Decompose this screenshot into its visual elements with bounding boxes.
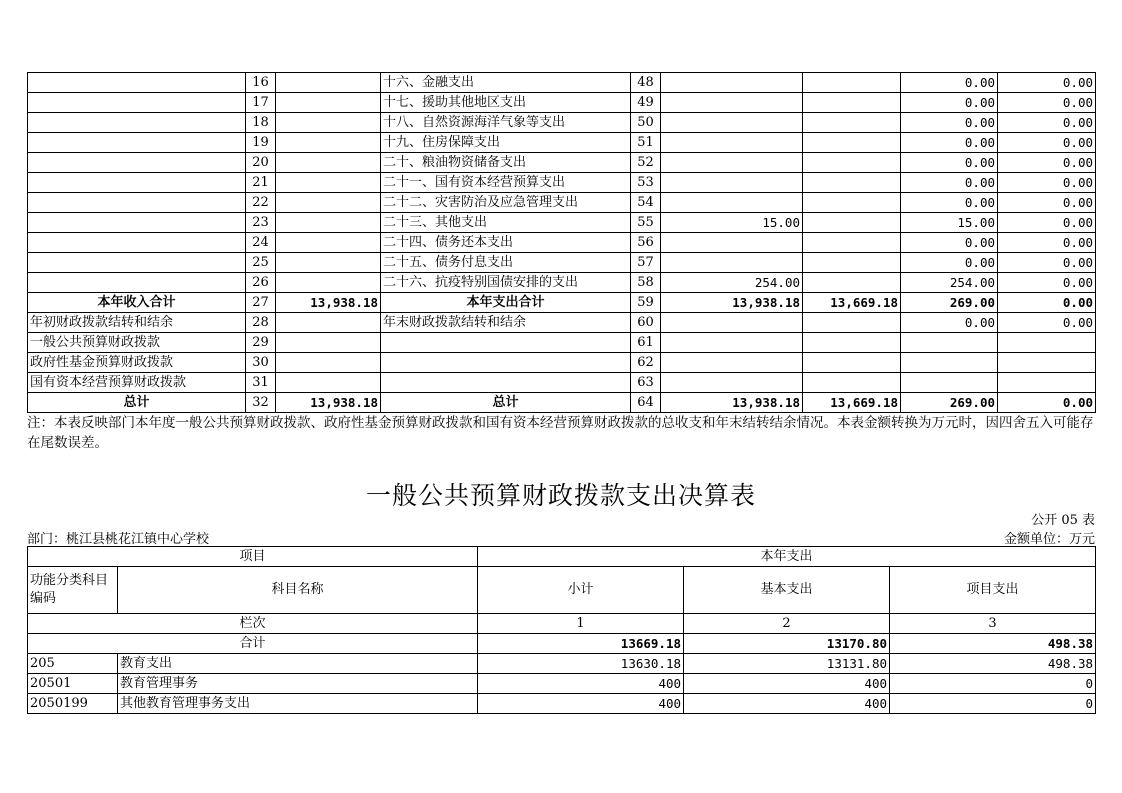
expense-project bbox=[901, 373, 998, 393]
header-row bbox=[28, 547, 1096, 567]
income-expense-table bbox=[27, 72, 1096, 413]
expense-project: 269.00 bbox=[901, 393, 998, 413]
column-index-row bbox=[28, 614, 1096, 634]
table-row bbox=[28, 113, 1096, 133]
expense-total: 15.00 bbox=[661, 213, 803, 233]
income-item-name: 年初财政拨款结转和结余 bbox=[28, 313, 246, 333]
income-row-number: 25 bbox=[246, 253, 276, 273]
expense-project: 0.00 bbox=[901, 93, 998, 113]
income-item-name: 国有资本经营预算财政拨款 bbox=[28, 373, 246, 393]
grand-total-row bbox=[28, 393, 1096, 413]
expense-row-number: 61 bbox=[631, 333, 661, 353]
expense-total-label: 本年支出合计 bbox=[381, 293, 631, 313]
income-item-cell bbox=[28, 273, 246, 293]
expense-row-number: 64 bbox=[631, 393, 661, 413]
expense-item-name bbox=[381, 353, 631, 373]
expense-basic bbox=[803, 353, 901, 373]
income-item-cell bbox=[28, 93, 246, 113]
page-title: 一般公共预算财政拨款支出决算表 bbox=[365, 481, 756, 510]
income-amount-cell bbox=[276, 193, 381, 213]
income-row-number: 31 bbox=[246, 373, 276, 393]
income-row-number: 29 bbox=[246, 333, 276, 353]
income-item-cell bbox=[28, 73, 246, 93]
income-row-number: 22 bbox=[246, 193, 276, 213]
project-value: 498.38 bbox=[890, 654, 1096, 674]
income-item-name: 一般公共预算财政拨款 bbox=[28, 333, 246, 353]
income-item-cell bbox=[28, 153, 246, 173]
expense-project: 0.00 bbox=[901, 313, 998, 333]
income-item-cell bbox=[28, 133, 246, 153]
expense-total-label: 总计 bbox=[381, 393, 631, 413]
expense-gov-fund: 0.00 bbox=[998, 273, 1096, 293]
income-amount-cell bbox=[276, 133, 381, 153]
table-row bbox=[28, 273, 1096, 293]
income-item-cell bbox=[28, 173, 246, 193]
expense-basic bbox=[803, 233, 901, 253]
expense-total: 13,938.18 bbox=[661, 293, 803, 313]
expense-item-name: 二十三、其他支出 bbox=[381, 213, 631, 233]
expense-gov-fund: 0.00 bbox=[998, 193, 1096, 213]
expense-row-number: 63 bbox=[631, 373, 661, 393]
income-row-number: 28 bbox=[246, 313, 276, 333]
expense-row-number: 50 bbox=[631, 113, 661, 133]
expense-row-number: 60 bbox=[631, 313, 661, 333]
expense-project bbox=[901, 353, 998, 373]
expense-row-number: 59 bbox=[631, 293, 661, 313]
expense-total bbox=[661, 353, 803, 373]
header-item: 项目 bbox=[28, 547, 478, 567]
income-amount-cell bbox=[276, 213, 381, 233]
header-row bbox=[28, 567, 1096, 614]
table-note: 注：本表反映部门本年度一般公共预算财政拨款、政府性基金预算财政拨款和国有资本经营预算财政拨款的总收支和年末结转结余情况。本表金额转换为万元时，因四舍五入可能存在尾数误差。 bbox=[27, 415, 1094, 451]
expense-total bbox=[661, 153, 803, 173]
income-amount-cell bbox=[276, 93, 381, 113]
total-basic: 13170.80 bbox=[684, 634, 890, 654]
expense-item-name: 十九、住房保障支出 bbox=[381, 133, 631, 153]
subject-name: 其他教育管理事务支出 bbox=[118, 694, 478, 714]
expense-total: 13,938.18 bbox=[661, 393, 803, 413]
income-amount-cell bbox=[276, 333, 381, 353]
basic-value: 13131.80 bbox=[684, 654, 890, 674]
expense-basic bbox=[803, 193, 901, 213]
expense-row-number: 48 bbox=[631, 73, 661, 93]
expense-total bbox=[661, 173, 803, 193]
expense-project bbox=[901, 333, 998, 353]
expense-basic bbox=[803, 73, 901, 93]
function-code: 20501 bbox=[28, 674, 118, 694]
expense-row-number: 52 bbox=[631, 153, 661, 173]
basic-value: 400 bbox=[684, 674, 890, 694]
income-total-amount: 13,938.18 bbox=[276, 293, 381, 313]
general-budget-expenditure-table bbox=[27, 546, 1096, 714]
header-name: 科目名称 bbox=[118, 567, 478, 614]
project-value: 0 bbox=[890, 694, 1096, 714]
income-amount-cell bbox=[276, 253, 381, 273]
expense-total bbox=[661, 333, 803, 353]
income-item-cell bbox=[28, 253, 246, 273]
subtotal-value: 13630.18 bbox=[478, 654, 684, 674]
expense-basic bbox=[803, 333, 901, 353]
expense-total bbox=[661, 93, 803, 113]
expense-item-name: 二十一、国有资本经营预算支出 bbox=[381, 173, 631, 193]
expense-row-number: 58 bbox=[631, 273, 661, 293]
expense-total bbox=[661, 73, 803, 93]
form-number: 公开 05 表 bbox=[1031, 513, 1095, 528]
expense-total bbox=[661, 313, 803, 333]
expense-basic bbox=[803, 313, 901, 333]
expense-gov-fund: 0.00 bbox=[998, 233, 1096, 253]
expense-row-number: 56 bbox=[631, 233, 661, 253]
header-code: 功能分类科目编码 bbox=[28, 567, 118, 614]
expense-basic bbox=[803, 173, 901, 193]
function-code: 205 bbox=[28, 654, 118, 674]
income-row-number: 19 bbox=[246, 133, 276, 153]
expense-project: 269.00 bbox=[901, 293, 998, 313]
expense-project: 15.00 bbox=[901, 213, 998, 233]
header-basic: 基本支出 bbox=[684, 567, 890, 614]
table-row bbox=[28, 233, 1096, 253]
expense-row-number: 53 bbox=[631, 173, 661, 193]
income-row-number: 21 bbox=[246, 173, 276, 193]
expense-basic bbox=[803, 113, 901, 133]
total-project: 498.38 bbox=[890, 634, 1096, 654]
income-amount-cell bbox=[276, 73, 381, 93]
income-row-number: 16 bbox=[246, 73, 276, 93]
expense-total bbox=[661, 373, 803, 393]
expense-project: 0.00 bbox=[901, 173, 998, 193]
expense-row-number: 51 bbox=[631, 133, 661, 153]
table-row bbox=[28, 654, 1096, 674]
income-row-number: 27 bbox=[246, 293, 276, 313]
income-row-number: 17 bbox=[246, 93, 276, 113]
expense-gov-fund bbox=[998, 353, 1096, 373]
subtotal-value: 400 bbox=[478, 694, 684, 714]
expense-basic bbox=[803, 253, 901, 273]
expense-gov-fund bbox=[998, 373, 1096, 393]
subject-name: 教育管理事务 bbox=[118, 674, 478, 694]
table-row bbox=[28, 694, 1096, 714]
expense-project: 0.00 bbox=[901, 153, 998, 173]
expense-item-name: 二十六、抗疫特别国债安排的支出 bbox=[381, 273, 631, 293]
expense-gov-fund: 0.00 bbox=[998, 213, 1096, 233]
expense-project: 0.00 bbox=[901, 253, 998, 273]
income-item-cell bbox=[28, 113, 246, 133]
income-item-cell bbox=[28, 213, 246, 233]
expense-gov-fund: 0.00 bbox=[998, 73, 1096, 93]
expense-row-number: 57 bbox=[631, 253, 661, 273]
expense-gov-fund: 0.00 bbox=[998, 253, 1096, 273]
income-amount-cell bbox=[276, 313, 381, 333]
expense-basic bbox=[803, 133, 901, 153]
income-amount-cell bbox=[276, 373, 381, 393]
expense-item-name: 二十、粮油物资储备支出 bbox=[381, 153, 631, 173]
table-row bbox=[28, 674, 1096, 694]
table-row bbox=[28, 173, 1096, 193]
table-row bbox=[28, 93, 1096, 113]
expense-total bbox=[661, 113, 803, 133]
table-row bbox=[28, 253, 1096, 273]
expense-basic bbox=[803, 373, 901, 393]
header-subtotal: 小计 bbox=[478, 567, 684, 614]
expense-item-name: 十七、援助其他地区支出 bbox=[381, 93, 631, 113]
function-code: 2050199 bbox=[28, 694, 118, 714]
expense-basic: 13,669.18 bbox=[803, 293, 901, 313]
expense-gov-fund: 0.00 bbox=[998, 393, 1096, 413]
expense-item-name: 十六、金融支出 bbox=[381, 73, 631, 93]
expense-basic bbox=[803, 153, 901, 173]
expense-total: 254.00 bbox=[661, 273, 803, 293]
expense-row-number: 54 bbox=[631, 193, 661, 213]
income-item-name: 政府性基金预算财政拨款 bbox=[28, 353, 246, 373]
expense-total bbox=[661, 253, 803, 273]
income-amount-cell bbox=[276, 353, 381, 373]
column-label: 栏次 bbox=[28, 614, 478, 634]
year-total-row bbox=[28, 293, 1096, 313]
expense-item-name: 年末财政拨款结转和结余 bbox=[381, 313, 631, 333]
header-year-expenditure: 本年支出 bbox=[478, 547, 1096, 567]
expense-basic bbox=[803, 213, 901, 233]
column-index-2: 2 bbox=[684, 614, 890, 634]
expense-row-number: 49 bbox=[631, 93, 661, 113]
total-row bbox=[28, 634, 1096, 654]
expense-item-name: 二十五、债务付息支出 bbox=[381, 253, 631, 273]
expense-basic bbox=[803, 93, 901, 113]
income-row-number: 23 bbox=[246, 213, 276, 233]
income-row-number: 24 bbox=[246, 233, 276, 253]
table-row bbox=[28, 73, 1096, 93]
table-row bbox=[28, 213, 1096, 233]
income-amount-cell bbox=[276, 173, 381, 193]
income-item-cell bbox=[28, 233, 246, 253]
expense-gov-fund: 0.00 bbox=[998, 133, 1096, 153]
basic-value: 400 bbox=[684, 694, 890, 714]
expense-total bbox=[661, 133, 803, 153]
total-subtotal: 13669.18 bbox=[478, 634, 684, 654]
carry-row bbox=[28, 373, 1096, 393]
income-total-label: 总计 bbox=[28, 393, 246, 413]
expense-gov-fund: 0.00 bbox=[998, 293, 1096, 313]
column-index-1: 1 bbox=[478, 614, 684, 634]
project-value: 0 bbox=[890, 674, 1096, 694]
expense-item-name bbox=[381, 333, 631, 353]
expense-total bbox=[661, 233, 803, 253]
income-amount-cell bbox=[276, 153, 381, 173]
income-row-number: 18 bbox=[246, 113, 276, 133]
expense-item-name bbox=[381, 373, 631, 393]
expense-project: 0.00 bbox=[901, 193, 998, 213]
subject-name: 教育支出 bbox=[118, 654, 478, 674]
expense-project: 0.00 bbox=[901, 73, 998, 93]
income-total-amount: 13,938.18 bbox=[276, 393, 381, 413]
income-amount-cell bbox=[276, 113, 381, 133]
income-total-label: 本年收入合计 bbox=[28, 293, 246, 313]
income-row-number: 26 bbox=[246, 273, 276, 293]
expense-item-name: 十八、自然资源海洋气象等支出 bbox=[381, 113, 631, 133]
expense-total bbox=[661, 193, 803, 213]
expense-item-name: 二十四、债务还本支出 bbox=[381, 233, 631, 253]
amount-unit-label: 金额单位：万元 bbox=[1003, 532, 1095, 547]
income-item-cell bbox=[28, 193, 246, 213]
total-label: 合计 bbox=[28, 634, 478, 654]
expense-project: 0.00 bbox=[901, 113, 998, 133]
income-amount-cell bbox=[276, 233, 381, 253]
expense-gov-fund: 0.00 bbox=[998, 113, 1096, 133]
expense-project: 254.00 bbox=[901, 273, 998, 293]
expense-row-number: 62 bbox=[631, 353, 661, 373]
expense-gov-fund: 0.00 bbox=[998, 153, 1096, 173]
expense-basic: 13,669.18 bbox=[803, 393, 901, 413]
income-row-number: 32 bbox=[246, 393, 276, 413]
carry-row bbox=[28, 333, 1096, 353]
carry-row bbox=[28, 313, 1096, 333]
carry-row bbox=[28, 353, 1096, 373]
table-row bbox=[28, 193, 1096, 213]
expense-project: 0.00 bbox=[901, 133, 998, 153]
expense-item-name: 二十二、灾害防治及应急管理支出 bbox=[381, 193, 631, 213]
expense-basic bbox=[803, 273, 901, 293]
department-label: 部门：桃江县桃花江镇中心学校 bbox=[27, 532, 210, 547]
expense-gov-fund: 0.00 bbox=[998, 93, 1096, 113]
income-amount-cell bbox=[276, 273, 381, 293]
expense-gov-fund bbox=[998, 333, 1096, 353]
expense-gov-fund: 0.00 bbox=[998, 313, 1096, 333]
income-row-number: 20 bbox=[246, 153, 276, 173]
expense-gov-fund: 0.00 bbox=[998, 173, 1096, 193]
expense-row-number: 55 bbox=[631, 213, 661, 233]
header-project: 项目支出 bbox=[890, 567, 1096, 614]
expense-project: 0.00 bbox=[901, 233, 998, 253]
income-row-number: 30 bbox=[246, 353, 276, 373]
subtotal-value: 400 bbox=[478, 674, 684, 694]
column-index-3: 3 bbox=[890, 614, 1096, 634]
table-row bbox=[28, 133, 1096, 153]
table-row bbox=[28, 153, 1096, 173]
